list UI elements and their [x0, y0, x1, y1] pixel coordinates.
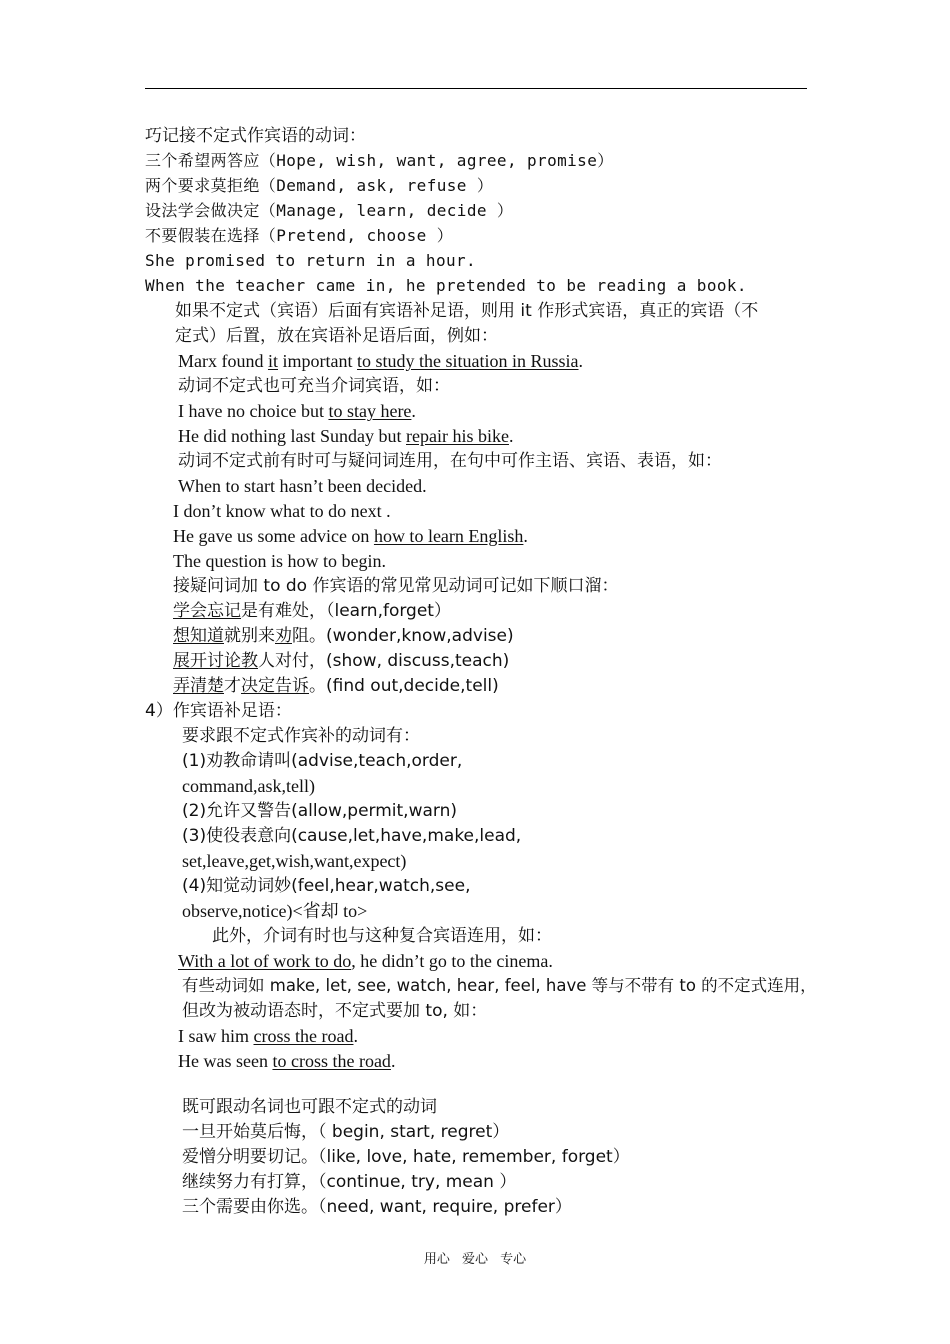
list-item: (4)知觉动词妙(feel,hear,watch,see, [182, 876, 471, 896]
mnemonic-line-3: 设法学会做决定（Manage, learn, decide ） [145, 201, 514, 220]
underlined-text: repair his bike [406, 426, 509, 446]
text-segment: , he didn’t go to the cinema. [351, 951, 553, 971]
rule-text: 动词不定式也可充当介词宾语，如： [178, 376, 450, 396]
text-segment: He was seen [178, 1051, 273, 1071]
underlined-text: to cross the road [272, 1051, 391, 1071]
text-segment: . [353, 1026, 358, 1046]
example-sentence: When the teacher came in, he pretended to be reading a book. [145, 276, 747, 295]
text-segment: He did nothing last Sunday but [178, 426, 406, 446]
rule-text: 有些动词如 make, let, see, watch, hear, feel, have 等与不带有 to 的不定式连用， [182, 976, 817, 995]
example-sentence [173, 524, 528, 548]
underlined-text: 想知道 [173, 626, 224, 646]
text-segment: . [390, 1051, 396, 1071]
mnemonic-line-4: 不要假装在选择（Pretend, choose ） [145, 226, 454, 245]
rule-text: 定式）后置，放在宾语补足语后面，例如： [175, 326, 498, 346]
underlined-text: 学会忘记 [173, 601, 241, 621]
rhyme-title: 接疑问词加 to do 作宾语的常见常见动词可记如下顺口溜： [173, 576, 619, 596]
mnemonic-title: 巧记接不定式作宾语的动词： [145, 126, 366, 146]
example-sentence: She promised to return in a hour. [145, 251, 477, 270]
rhyme-line: 继续努力有打算，（continue, try, mean ） [182, 1172, 517, 1192]
text-segment: He gave us some advice on [173, 526, 374, 546]
rhyme-line: 三个需要由你选。（need, want, require, prefer） [182, 1197, 572, 1217]
text-segment: 才 [224, 676, 241, 696]
rhyme-line [173, 674, 499, 698]
text-segment: 人对付，(show, discuss,teach) [258, 651, 510, 671]
text-segment: . [523, 526, 528, 546]
mnemonic-line-1: 三个希望两答应（Hope, wish, want, agree, promise） [145, 151, 614, 170]
rhyme-line: 一旦开始莫后悔，（ begin, start, regret） [182, 1122, 510, 1142]
text-segment: important [278, 351, 357, 371]
example-sentence [178, 1024, 358, 1048]
rhyme-line: 爱憎分明要切记。（like, love, hate, remember, forget） [182, 1147, 630, 1167]
page-footer: 用心 爱心 专心 [423, 1252, 527, 1267]
underlined-text: 弄清楚 [173, 676, 224, 696]
underlined-text: to stay here [328, 401, 412, 421]
underlined-text: to study the situation in Russia [357, 351, 579, 371]
underlined-text: how to learn English [373, 526, 524, 546]
rhyme-line [173, 624, 514, 648]
text-segment: . [578, 351, 584, 371]
rule-text: 动词不定式前有时可与疑问词连用，在句中可作主语、宾语、表语，如： [178, 451, 722, 471]
example-sentence: I don’t know what to do next . [173, 501, 391, 521]
example-sentence [178, 949, 553, 973]
text-segment: 阻。(wonder,know,advise) [292, 626, 514, 646]
list-item: (2)允许又警告(allow,permit,warn) [182, 801, 457, 821]
underlined-text: 劝 [275, 626, 292, 646]
example-sentence: The question is how to begin. [173, 551, 386, 571]
list-item: command,ask,tell) [182, 776, 315, 796]
list-item: (1)劝教命请叫(advise,teach,order, [182, 751, 463, 771]
rule-text: 如果不定式（宾语）后面有宾语补足语，则用 it 作形式宾语，真正的宾语（不 [175, 301, 759, 321]
text-segment: 是有难处，（learn,forget） [241, 601, 451, 621]
rhyme-line [173, 649, 509, 673]
text-segment: I saw him [178, 1026, 254, 1046]
example-sentence [178, 1049, 395, 1073]
rule-text: 此外，介词有时也与这种复合宾语连用，如： [212, 926, 552, 946]
example-sentence [178, 399, 416, 423]
rule-text: 但改为被动语态时，不定式要加 to, 如： [182, 1001, 488, 1021]
text-segment: 就别来 [224, 626, 275, 646]
list-item: set,leave,get,wish,want,expect) [182, 851, 407, 871]
text-segment: . [411, 401, 416, 421]
text-segment: I have no choice but [178, 401, 329, 421]
underlined-text: 展开讨论教 [173, 651, 258, 671]
example-sentence [178, 424, 513, 448]
text-segment: 。(find out,decide,tell) [309, 676, 499, 696]
rhyme-line [173, 599, 451, 623]
section-title: 既可跟动名词也可跟不定式的动词 [182, 1097, 437, 1117]
section-heading: 4）作宾语补足语： [145, 701, 292, 721]
example-sentence: When to start hasn’t been decided. [178, 476, 427, 496]
list-item: (3)使役表意向(cause,let,have,make,lead, [182, 826, 522, 846]
mnemonic-line-2: 两个要求莫拒绝（Demand, ask, refuse ） [145, 176, 494, 195]
text-segment: . [508, 426, 514, 446]
text-segment: Marx found [178, 351, 268, 371]
example-sentence [178, 349, 583, 373]
underlined-text: it [267, 351, 278, 371]
underlined-text: 决定告诉 [241, 676, 309, 696]
header-rule [145, 88, 807, 89]
underlined-text: With a lot of work to do [178, 951, 352, 971]
rule-text: 要求跟不定式作宾补的动词有： [182, 726, 420, 746]
list-item: observe,notice)<省却 to> [182, 901, 368, 921]
underlined-text: cross the road [253, 1026, 354, 1046]
